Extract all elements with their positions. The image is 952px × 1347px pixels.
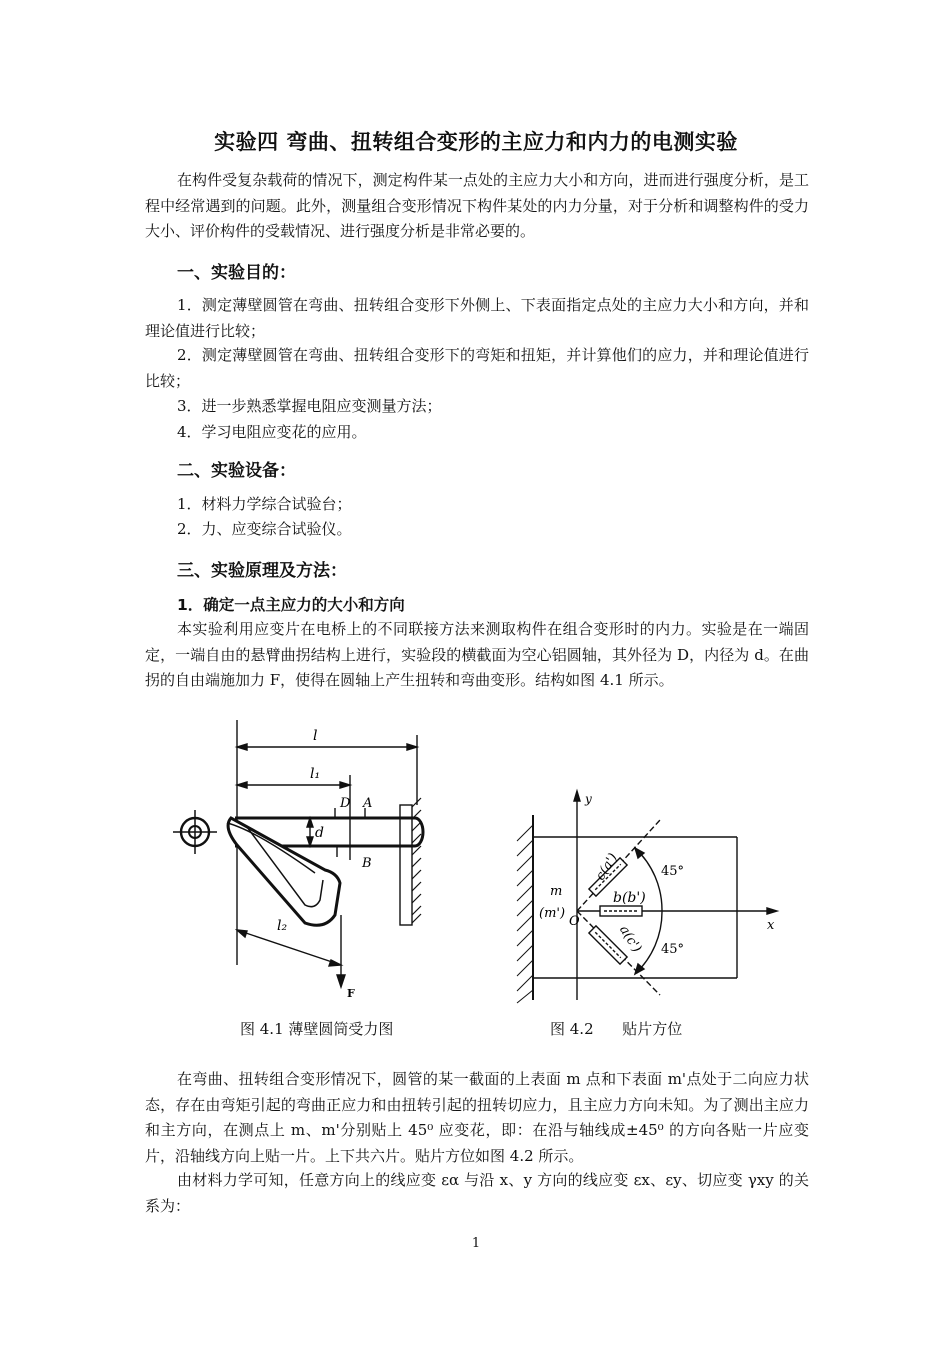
fig1-label-l2: l₂ xyxy=(277,918,288,934)
fig1-label-l: l xyxy=(313,728,318,744)
principle-paragraph: 本实验利用应变片在电桥上的不同联接方法来测取构件在组合变形时的内力。实验是在一端固定，一端自由的悬臂曲拐结构上进行，实验段的横截面为空心铝圆轴，其外径为 D，内径为 d。在曲拐的自由端施加力 F，使得在圆轴上产生扭转和弯曲变形。结构如图 4.1 所示。 xyxy=(145,620,809,689)
intro-paragraph: 在构件受复杂载荷的情况下，测定构件某一点处的主应力大小和方向，进而进行强度分析，是工程中经常遇到的问题。此外，测量组合变形情况下构件某处的内力分量，对于分析和调整构件的受力大小、评价构件的受载情况、进行强度分析是非常必要的。 xyxy=(145,171,809,240)
section1-item-3: 3．进一步熟悉掌握电阻应变测量方法； xyxy=(177,397,442,415)
figure-4-2-caption: 图 4.2 贴片方位 xyxy=(550,1020,683,1038)
section1-item-1: 1．测定薄壁圆管在弯曲、扭转组合变形下外侧上、下表面指定点处的主应力大小和方向，并和理论值进行比较； xyxy=(145,296,809,340)
section1-item-2: 2．测定薄壁圆管在弯曲、扭转组合变形下的弯矩和扭矩，并计算他们的应力，并和理论值进行比较； xyxy=(145,346,809,390)
stress-state-paragraph: 在弯曲、扭转组合变形情况下，圆管的某一截面的上表面 m 点和下表面 m'点处于二向应力状态，存在由弯矩引起的弯曲正应力和由扭转引起的扭转切应力，且主应力方向未知。为了测出主应力和主方向，在测点上 m、m'分别贴上 45⁰ 应变花，即：在沿与轴线成±45⁰ 的方向各贴一片应变片，沿轴线方向上贴一片。上下共六片。贴片方位如图 4.2 所示。 xyxy=(145,1070,809,1165)
figure-4-2 xyxy=(505,785,790,1005)
section2-item-2: 2．力、应变综合试验仪。 xyxy=(177,520,352,538)
fig2-label-a: a(c') xyxy=(616,923,645,956)
fig1-label-A: A xyxy=(363,796,373,811)
fig2-label-45-bottom: 45° xyxy=(661,942,685,957)
fig1-label-F: F xyxy=(347,987,355,1000)
subsection-heading: 1．确定一点主应力的大小和方向 xyxy=(177,596,405,614)
fig2-label-45-top: 45° xyxy=(661,864,685,879)
section1-item-4: 4．学习电阻应变花的应用。 xyxy=(177,423,367,441)
fig1-label-l1: l₁ xyxy=(310,766,321,782)
section2-item-1: 1．材料力学综合试验台； xyxy=(177,495,352,513)
page-title: 实验四 弯曲、扭转组合变形的主应力和内力的电测实验 xyxy=(214,130,738,154)
fig2-label-c: c(a') xyxy=(593,850,621,884)
fig1-label-D: D xyxy=(340,796,351,811)
figure-4-1-caption: 图 4.1 薄壁圆筒受力图 xyxy=(240,1020,394,1038)
figure-4-1 xyxy=(165,715,475,1005)
section3-heading: 三、实验原理及方法： xyxy=(177,561,347,581)
fig2-label-b: b(b') xyxy=(613,890,646,906)
page-number: 1 xyxy=(471,1236,481,1251)
section2-heading: 二、实验设备： xyxy=(177,461,296,481)
fig1-label-B: B xyxy=(362,856,372,871)
fig2-label-mprime: (m') xyxy=(539,906,566,921)
fig2-label-O: O xyxy=(569,914,580,929)
strain-relation-paragraph: 由材料力学可知，任意方向上的线应变 εα 与沿 x、y 方向的线应变 εx、εy、切应变 γxy 的关系为： xyxy=(145,1171,809,1215)
fig2-label-x: x xyxy=(767,918,775,933)
fig1-label-d: d xyxy=(315,825,324,841)
fig2-label-y: y xyxy=(585,792,592,806)
section1-heading: 一、实验目的： xyxy=(177,263,296,283)
fig2-label-m: m xyxy=(550,884,563,899)
